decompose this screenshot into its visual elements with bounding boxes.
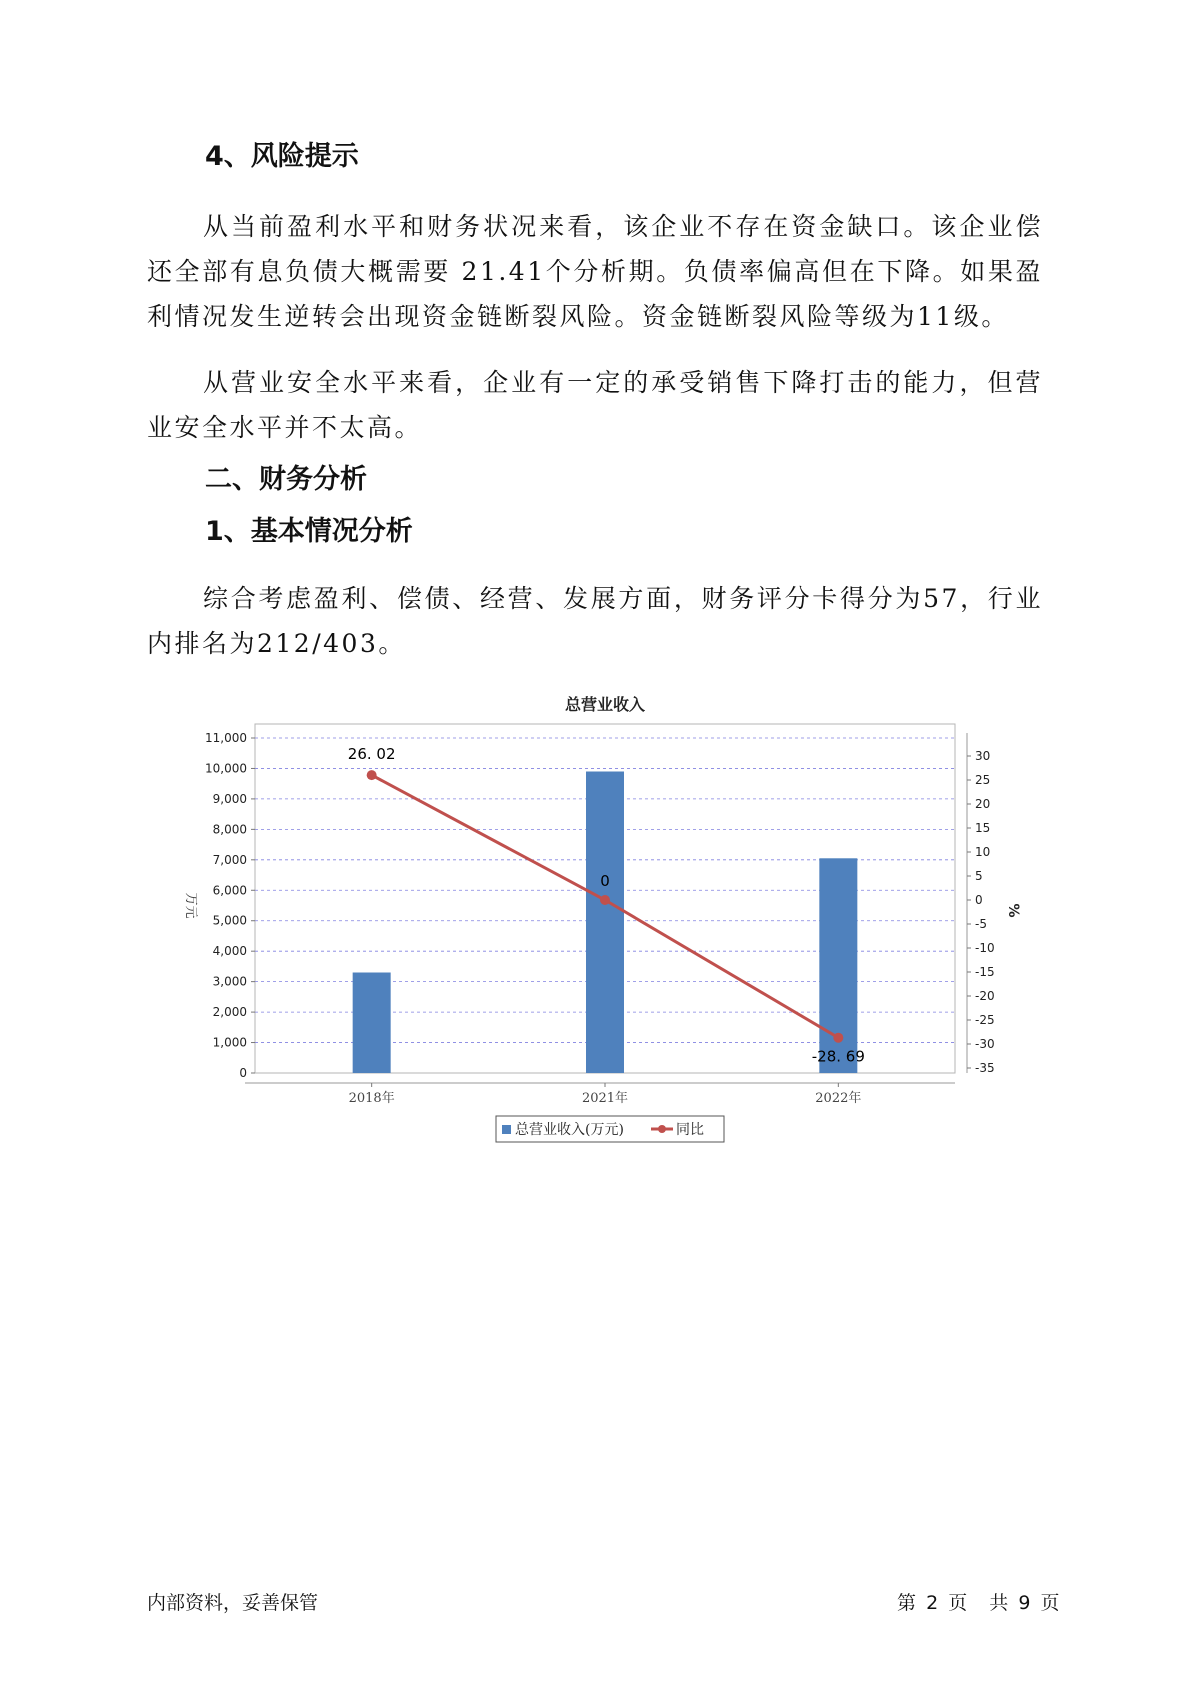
yoy-point <box>833 1033 843 1043</box>
basic-paragraph: 综合考虑盈利、偿债、经营、发展方面，财务评分卡得分为57，行业内排名为212/403。 <box>147 584 1043 658</box>
legend-bar-label: 总营业收入(万元) <box>515 1122 624 1138</box>
yoy-point <box>367 770 377 780</box>
yoy-data-label: 0 <box>600 872 610 890</box>
footer-page-info <box>895 1588 1061 1615</box>
x-tick-label: 2022年 <box>815 1091 862 1106</box>
yoy-data-label: -28. 69 <box>811 1047 865 1066</box>
total-pages: 9 <box>1018 1592 1031 1614</box>
y2-tick-label: 15 <box>975 821 991 835</box>
y2-tick-label: -15 <box>975 965 995 979</box>
y-tick-label: 1,000 <box>212 1035 247 1050</box>
bar-2018年 <box>353 973 391 1074</box>
y2-tick-label: 5 <box>975 869 983 883</box>
basic-heading: 1、基本情况分析 <box>205 516 413 547</box>
footer-note: 内部资料，妥善保管 <box>147 1592 319 1614</box>
yoy-point <box>600 895 610 905</box>
y2-tick-label: -25 <box>975 1013 995 1027</box>
y2-tick-label: -5 <box>975 917 987 931</box>
revenue-chart-svg <box>175 688 1035 1148</box>
y-tick-label: 4,000 <box>212 944 247 959</box>
x-tick-label: 2021年 <box>581 1091 629 1106</box>
y2-tick-label: 30 <box>975 749 991 763</box>
y-tick-label: 8,000 <box>212 822 247 837</box>
y-tick-label: 6,000 <box>212 883 247 898</box>
y2-tick-label: 20 <box>975 797 991 811</box>
y2-axis-label: % <box>1005 903 1021 918</box>
bar-2021年 <box>586 772 624 1074</box>
risk-paragraph-1: 从当前盈利水平和财务状况来看，该企业不存在资金缺口。该企业偿还全部有息负债大概需要 21.41个分析期。负债率偏高但在下降。如果盈利情况发生逆转会出现资金链断裂风险。资金链断裂风险等级为11级。 <box>147 212 1043 331</box>
y-tick-label: 5,000 <box>212 913 247 928</box>
y-tick-label: 0 <box>239 1066 247 1080</box>
y-axis-label: 万元 <box>183 892 198 919</box>
y-tick-label: 7,000 <box>212 852 247 867</box>
y2-tick-label: -30 <box>975 1037 995 1051</box>
revenue-chart <box>175 688 1035 1148</box>
risk-paragraph-2: 从营业安全水平来看，企业有一定的承受销售下降打击的能力，但营业安全水平并不太高。 <box>147 368 1043 442</box>
y-tick-label: 11,000 <box>205 731 247 745</box>
y2-tick-label: 25 <box>975 773 991 787</box>
y-tick-label: 10,000 <box>205 761 247 776</box>
y2-tick-label: 10 <box>975 845 991 859</box>
y-tick-label: 3,000 <box>212 974 247 989</box>
legend-line-marker <box>658 1125 666 1133</box>
page-unit: 页 <box>948 1592 968 1614</box>
y-tick-label: 2,000 <box>212 1005 247 1020</box>
y2-tick-label: -20 <box>975 989 995 1003</box>
legend-line-label: 同比 <box>676 1122 704 1138</box>
legend-bar-swatch <box>502 1125 511 1134</box>
finance-heading: 二、财务分析 <box>205 464 367 495</box>
page-number: 2 <box>926 1592 939 1614</box>
yoy-data-label: 26. 02 <box>347 745 396 764</box>
page-prefix: 第 <box>897 1592 917 1614</box>
x-tick-label: 2018年 <box>348 1091 395 1106</box>
total-unit: 页 <box>1040 1592 1060 1614</box>
risk-heading: 4、风险提示 <box>205 141 359 172</box>
y2-tick-label: -35 <box>975 1061 995 1075</box>
y2-tick-label: 0 <box>975 893 983 907</box>
y-tick-label: 9,000 <box>212 791 247 806</box>
y2-tick-label: -10 <box>975 941 995 955</box>
chart-title: 总营业收入 <box>564 695 646 714</box>
total-prefix: 共 <box>989 1592 1009 1614</box>
